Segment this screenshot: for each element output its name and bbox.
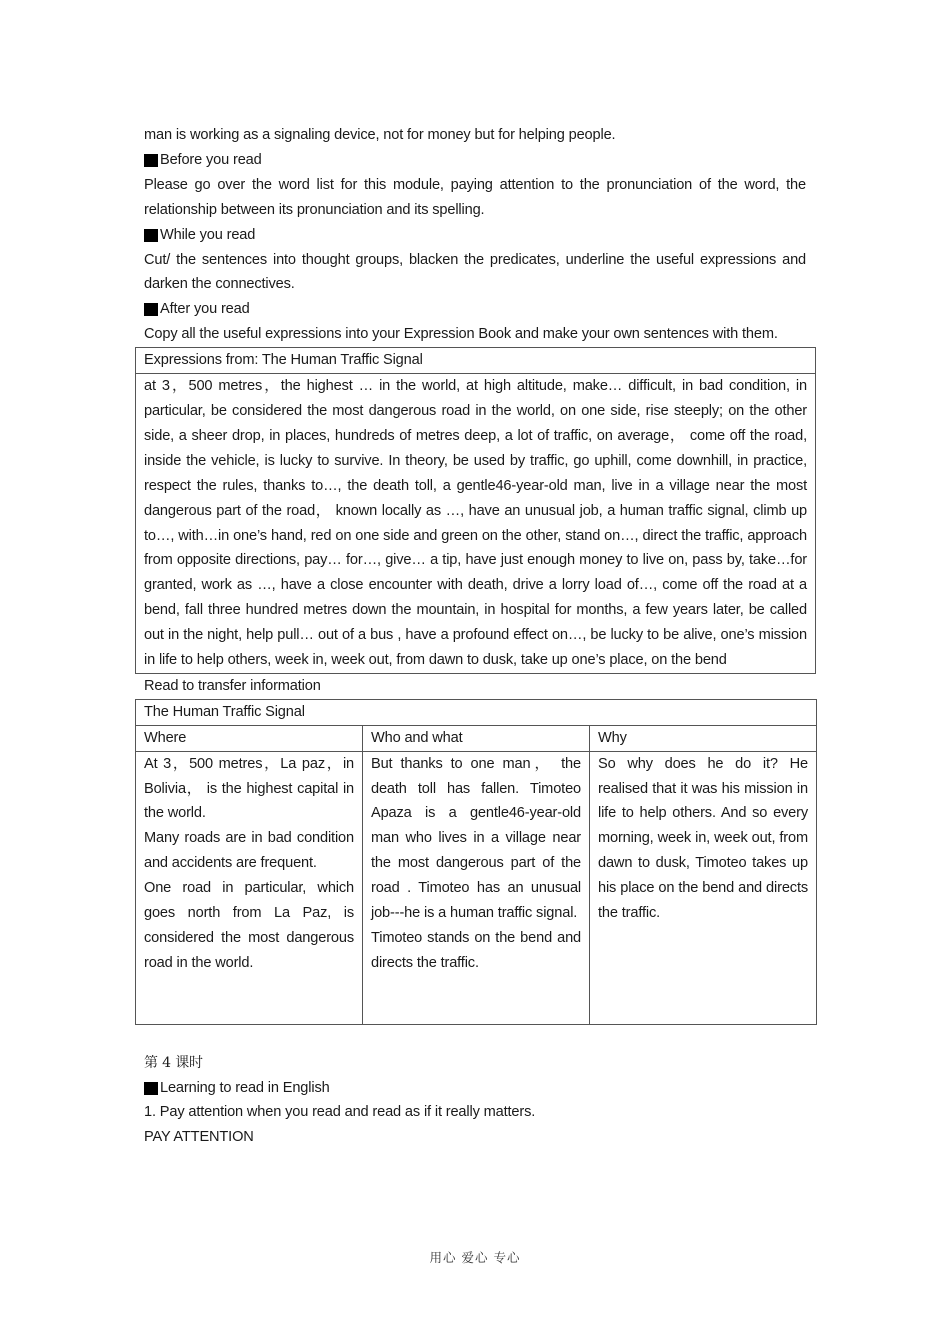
why-paragraph: So why does he do it? He realised that it was his mission in life to help others. And so every morning, week in, week out, from dawn to dusk, Timoteo takes up his place on the bend and directs the traffic. <box>598 755 808 922</box>
black-square-bullet-icon <box>144 229 158 242</box>
expressions-table <box>135 347 816 674</box>
expressions-table-content: at 3，500 metres，the highest … in the world, at high altitude, make… difficult, in bad condition, in particular, be considered the most dangerous road in the world, on one side, rise steeply; on the other side, a sheer drop, in places, hundreds of metres deep, a lot of traffic, on average， come off the road, inside the vehicle, is lucky to survive. In theory, be used by traffic, go uphill, come downhill, in practice, respect the rules, thanks to…, the death toll, a gentle46-year-old man, live in a village near the most dangerous part of the road， known locally as …, have an unusual job, a human traffic signal, climb up to…, with…in one’s hand, red on one side and green on the other, stand on…, direct the traffic, approach from opposite directions, pay… for…, give… a tip, have just enough money to live on, pass by, take…for granted, work as …, have a close encounter with death, drive a lorry load of…, come off the road at a bend, fall three hundred metres down the mountain, in hospital for months, a few years later, be called out in the night, help pull… out of a bus , have a profound effect on…, be lucky to be alive, one’s mission in life to help others, week in, week out, from dawn to dusk, take up one’s place, on the bend <box>136 374 816 674</box>
black-square-bullet-icon <box>144 1082 158 1095</box>
where-paragraph: One road in particular, which goes north from La Paz, is considered the most dangerous road in the world. <box>144 880 354 971</box>
document-page <box>135 123 815 1150</box>
column-header-why: Why <box>590 725 817 751</box>
section-heading-label: While you read <box>160 226 256 243</box>
expressions-table-title: Expressions from: The Human Traffic Signal <box>136 348 816 374</box>
section-body-before: Please go over the word list for this module, paying attention to the pronunciation of the word, the relationship between its pronunciation and its spelling. <box>144 176 806 218</box>
page-footer: 用心 爱心 专心 <box>429 1250 521 1265</box>
transfer-table <box>135 699 817 1025</box>
cell-why <box>590 751 817 1024</box>
lesson-title: 第 4 课时 <box>144 1054 203 1071</box>
transfer-label: Read to transfer information <box>144 677 321 694</box>
section-body-while: Cut/ the sentences into thought groups, blacken the predicates, underline the useful expressions and darken the connectives. <box>144 251 806 293</box>
lesson-point-1: 1. Pay attention when you read and read as if it really matters. <box>144 1104 536 1121</box>
where-paragraph: Many roads are in bad condition and accidents are frequent. <box>144 830 354 872</box>
cell-where <box>136 751 363 1024</box>
section-heading-label: After you read <box>160 301 250 318</box>
who-what-paragraph: Timoteo stands on the bend and directs the traffic. <box>371 930 581 971</box>
who-what-paragraph: But thanks to one man， the death toll has fallen. Timoteo Apaza is a gentle46-year-old man who lives in a village near the most dangerous part of the road . Timoteo has an unusual job---he is a human traffic signal. <box>371 755 581 922</box>
column-header-where: Where <box>136 725 363 751</box>
section-heading-before <box>135 148 815 173</box>
section-heading-after <box>135 297 815 322</box>
black-square-bullet-icon <box>144 303 158 316</box>
lesson-heading <box>135 1076 815 1101</box>
spacer <box>135 1025 815 1051</box>
where-paragraph: At 3，500 metres，La paz，in Bolivia， is the highest capital in the world. <box>144 755 354 822</box>
cell-who-and-what <box>363 751 590 1024</box>
section-heading-label: Before you read <box>160 151 262 168</box>
column-header-who-and-what: Who and what <box>363 725 590 751</box>
black-square-bullet-icon <box>144 154 158 167</box>
section-body-after: Copy all the useful expressions into your Expression Book and make your own sentences with them. <box>144 326 778 343</box>
intro-line: man is working as a signaling device, not for money but for helping people. <box>144 127 616 143</box>
section-heading-while <box>135 223 815 248</box>
lesson-heading-label: Learning to read in English <box>160 1079 330 1096</box>
transfer-table-title: The Human Traffic Signal <box>136 699 817 725</box>
lesson-subheading: PAY ATTENTION <box>144 1129 254 1146</box>
